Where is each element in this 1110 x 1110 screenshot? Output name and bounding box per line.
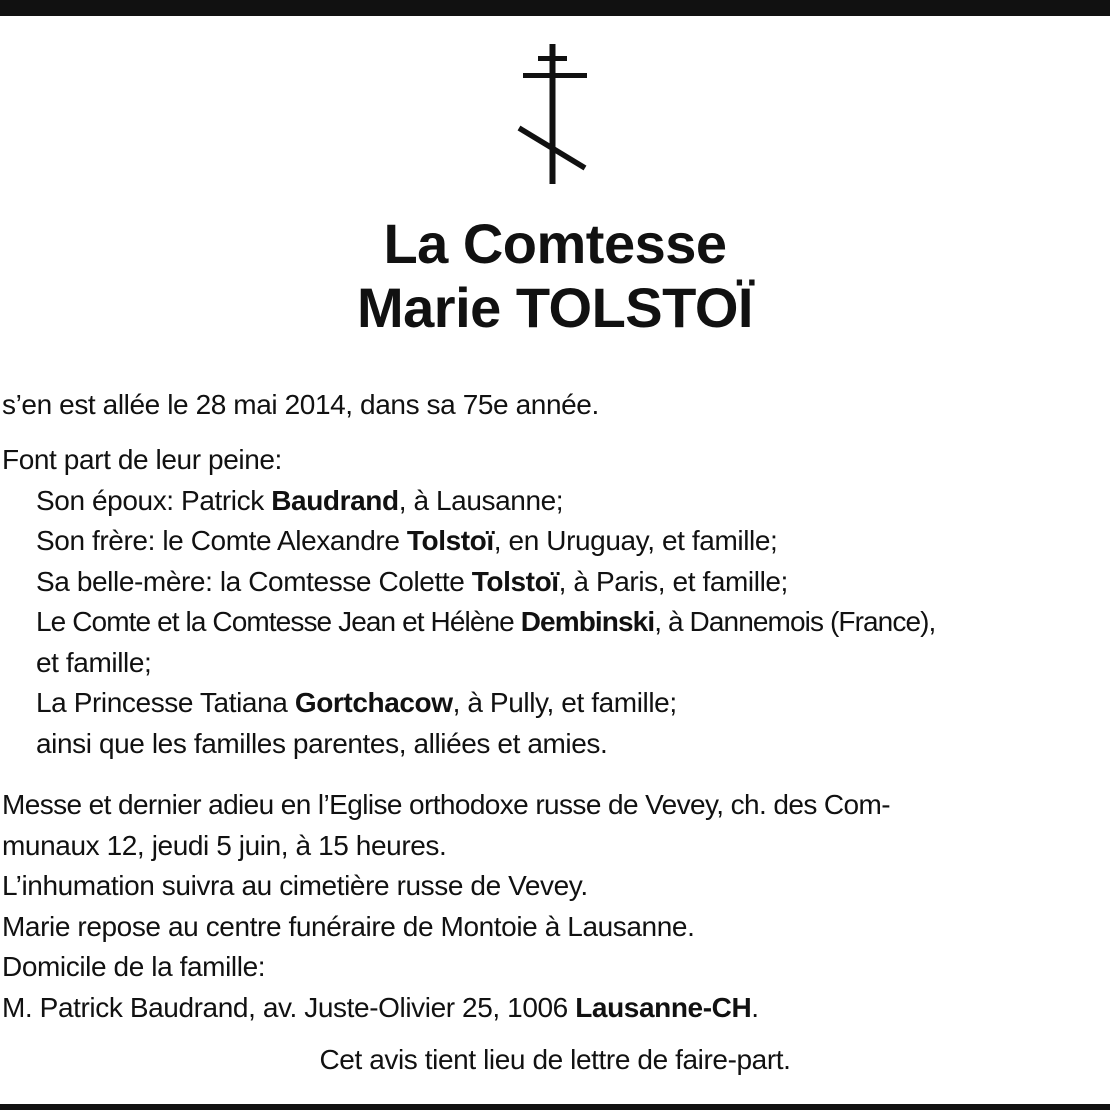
- deceased-heading: [0, 212, 1110, 340]
- mourner-line: Le Comte et la Comtesse Jean et Hélène Dembinski, à Dannemois (France),: [36, 606, 936, 637]
- heading-title-line: La Comtesse: [383, 212, 727, 275]
- service-details: [2, 785, 1108, 1028]
- mourners-block: [2, 440, 1108, 764]
- orthodox-cross-icon: [517, 44, 589, 184]
- family-name: Tolstoï: [406, 525, 494, 556]
- mourner-line: ainsi que les familles parentes, alliées et amies.: [36, 727, 608, 759]
- mourners-intro: Font part de leur peine:: [2, 444, 282, 475]
- service-line: Messe et dernier adieu en l’Eglise orthodoxe russe de Vevey, ch. des Com-: [2, 789, 890, 820]
- family-name: Tolstoï: [471, 565, 559, 597]
- top-rule: [0, 0, 1110, 16]
- service-line: munaux 12, jeudi 5 juin, à 15 heures.: [2, 829, 447, 861]
- closing-note: Cet avis tient lieu de lettre de faire-part.: [319, 1044, 791, 1075]
- mourner-line: Sa belle-mère: la Comtesse Colette Tolstoï, à Paris, et famille;: [36, 565, 788, 597]
- family-name: Baudrand: [271, 484, 399, 516]
- service-line: Marie repose au centre funéraire de Montoie à Lausanne.: [2, 910, 695, 942]
- mourner-line: et famille;: [36, 646, 152, 678]
- heading-name-line: Marie TOLSTOÏ: [357, 276, 753, 339]
- service-line: Domicile de la famille:: [2, 951, 266, 982]
- mourner-line: Son époux: Patrick Baudrand, à Lausanne;: [36, 484, 564, 516]
- bottom-rule: [0, 1104, 1110, 1110]
- service-line: L’inhumation suivra au cimetière russe de Vevey.: [2, 870, 588, 901]
- mourner-line: La Princesse Tatiana Gortchacow, à Pully, et famille;: [36, 687, 677, 718]
- family-name: Dembinski: [520, 606, 655, 637]
- family-address: M. Patrick Baudrand, av. Juste-Olivier 25, 1006 Lausanne-CH.: [2, 991, 759, 1023]
- mourner-line: Son frère: le Comte Alexandre Tolstoï, en Uruguay, et famille;: [36, 525, 778, 556]
- address-city: Lausanne-CH: [575, 991, 752, 1023]
- family-name: Gortchacow: [294, 687, 453, 718]
- death-announcement: s’en est allée le 28 mai 2014, dans sa 75e année.: [2, 389, 599, 420]
